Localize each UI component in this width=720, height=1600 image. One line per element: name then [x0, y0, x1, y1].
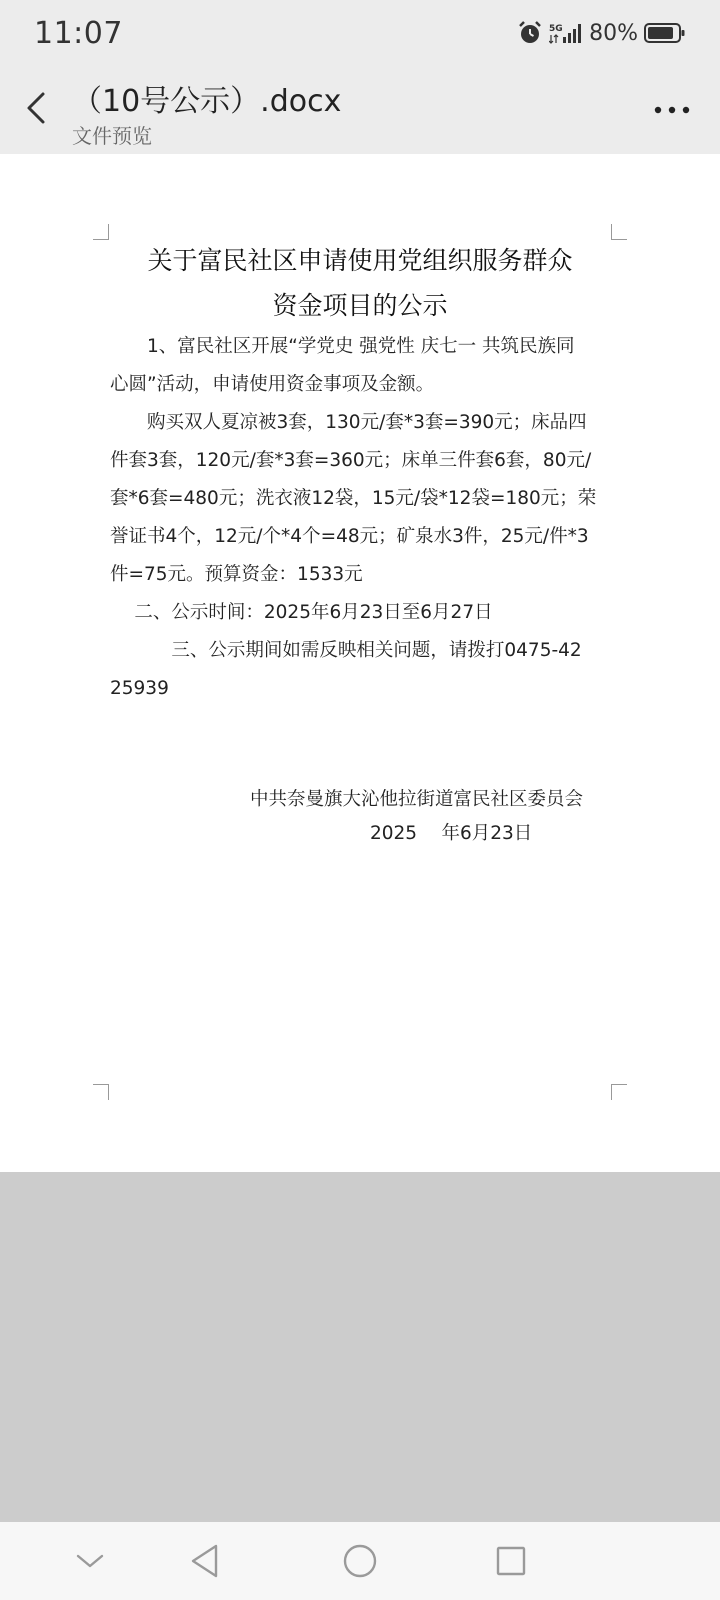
recents-square-icon	[495, 1545, 527, 1577]
body-line: 25939	[110, 678, 169, 699]
signature-date: 2025 年6月23日	[370, 823, 533, 844]
nav-home-button[interactable]	[337, 1538, 383, 1584]
body-line: 件套3套，120元/套*3套=360元；床单三件套6套，80元/	[110, 450, 592, 471]
crop-mark-bottom-right	[611, 1084, 627, 1100]
signature-organization: 中共奈曼旗大沁他拉街道富民社区委员会	[250, 789, 584, 810]
nav-recents-button[interactable]	[488, 1538, 534, 1584]
document-heading-line: 资金项目的公示	[272, 291, 448, 320]
network-label: 5G	[549, 24, 563, 34]
nav-collapse-button[interactable]	[67, 1538, 113, 1584]
viewer-background	[0, 1172, 720, 1522]
crop-mark-top-right	[611, 224, 627, 240]
app-bar	[0, 66, 720, 154]
body-line: 件=75元。预算资金：1533元	[110, 564, 363, 585]
signal-5g-icon	[549, 21, 583, 45]
home-circle-icon	[342, 1543, 378, 1579]
more-button[interactable]	[652, 92, 692, 128]
body-line: 心圆”活动，申请使用资金事项及金额。	[110, 374, 435, 395]
document-heading-line: 关于富民社区申请使用党组织服务群众	[147, 246, 573, 275]
document-page[interactable]	[0, 154, 720, 1172]
back-triangle-icon	[189, 1543, 221, 1579]
system-nav-bar	[0, 1522, 720, 1600]
battery-percent: 80%	[589, 20, 638, 46]
status-icons	[517, 20, 686, 46]
back-button[interactable]	[18, 86, 54, 130]
status-time: 11:07	[34, 15, 123, 51]
body-line: 1、富民社区开展“学党史 强党性 庆七一 共筑民族同	[110, 336, 575, 357]
collapse-icon	[75, 1552, 105, 1570]
body-line: 三、公示期间如需反映相关问题，请拨打0475-42	[110, 640, 582, 661]
body-line: 二、公示时间：2025年6月23日至6月27日	[110, 602, 493, 623]
chevron-left-icon	[25, 91, 47, 125]
more-horizontal-icon	[654, 106, 690, 114]
status-bar	[0, 0, 720, 66]
body-line: 誉证书4个，12元/个*4个=48元；矿泉水3件，25元/件*3	[110, 526, 589, 547]
crop-mark-top-left	[93, 224, 109, 240]
body-line: 套*6套=480元；洗衣液12袋，15元/袋*12袋=180元；荣	[110, 488, 597, 509]
body-line: 购买双人夏凉被3套，130元/套*3套=390元；床品四	[110, 412, 587, 433]
document-title: （10号公示）.docx	[72, 84, 342, 119]
battery-icon	[644, 22, 686, 44]
crop-mark-bottom-left	[93, 1084, 109, 1100]
alarm-icon	[517, 20, 543, 46]
nav-back-button[interactable]	[182, 1538, 228, 1584]
document-subtitle: 文件预览	[72, 124, 152, 148]
